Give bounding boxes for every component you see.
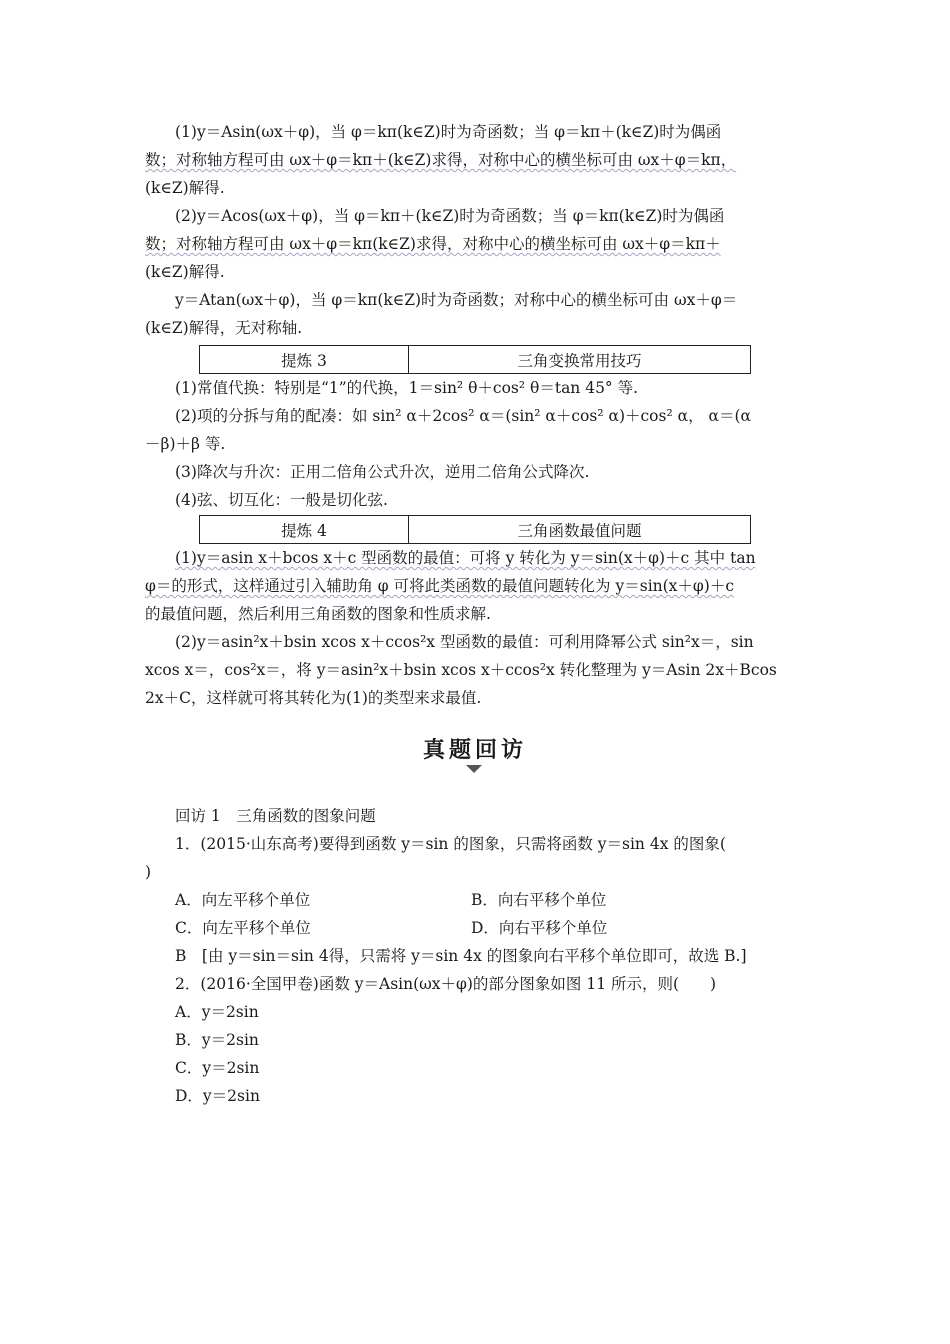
t4-line-6: 2x＋C，这样就可将其转化为(1)的类型来求最值. [145,689,482,707]
p3-line-2: (k∈Z)解得，无对称轴. [145,319,303,337]
refine-4-topic: 三角函数最值问题 [517,521,642,540]
refine-4-table [199,515,751,544]
p2-line-1: (2)y＝Acos(ωx＋φ)，当 φ＝kπ＋(k∈Z)时为奇函数；当 φ＝kπ(k∈Z)时为偶函 [175,207,725,225]
q1-stem-line-1: 1．(2015·山东高考)要得到函数 y＝sin 的图象，只需将函数 y＝sin 4x 的图象( [175,835,726,853]
t4-line-4: (2)y＝asin²x＋bsin xcos x＋ccos²x 型函数的最值：可利用降幂公式 sin²x＝，sin [175,633,754,651]
t4-line-1: (1)y＝asin x＋bcos x＋c 型函数的最值：可将 y 转化为 y＝sin(x＋φ)＋c 其中 tan [175,549,756,567]
q2-option-c: C．y＝2sin [175,1059,260,1077]
t3-line-2: (2)项的分拆与角的配凑：如 sin² α＋2cos² α＝(sin² α＋cos² α)＋cos² α， α＝(α [175,407,751,425]
t3-line-4: (3)降次与升次：正用二倍角公式升次，逆用二倍角公式降次. [175,463,590,481]
q1-answer: B [由 y＝sin＝sin 4得，只需将 y＝sin 4x 的图象向右平移个单位即可，故选 B.] [175,947,747,965]
refine-3-label: 提炼 3 [200,346,409,373]
q1-option-a: A．向左平移个单位 [175,891,311,909]
section-title: 真题回访 [422,738,527,763]
review-heading: 回访 1 三角函数的图象问题 [175,807,376,825]
q1-option-b: B．向右平移个单位 [471,891,607,909]
t4-line-3: 的最值问题，然后利用三角函数的图象和性质求解. [145,605,491,623]
section-title-arrow-icon [466,765,482,773]
q2-stem: 2．(2016·全国甲卷)函数 y＝Asin(ωx＋φ)的部分图象如图 11 所示，则( ) [175,975,717,993]
t3-line-5: (4)弦、切互化：一般是切化弦. [175,491,388,509]
q2-option-a: A．y＝2sin [175,1003,259,1021]
q1-option-c: C．向左平移个单位 [175,919,311,937]
p1-line-2: 数；对称轴方程可由 ωx＋φ＝kπ＋(k∈Z)求得，对称中心的横坐标可由 ωx＋φ＝kπ， [145,151,737,169]
p1-line-3: (k∈Z)解得. [145,179,225,197]
refine-4-label: 提炼 4 [200,516,409,543]
p1-line-1: (1)y＝Asin(ωx＋φ)，当 φ＝kπ(k∈Z)时为奇函数；当 φ＝kπ＋(k∈Z)时为偶函 [175,123,722,141]
q2-option-b: B．y＝2sin [175,1031,259,1049]
q2-option-d: D．y＝2sin [175,1087,260,1105]
q1-stem-line-2: ) [145,863,152,881]
t4-line-5: xcos x＝，cos²x＝，将 y＝asin²x＋bsin xcos x＋ccos²x 转化整理为 y＝Asin 2x＋Bcos [145,661,777,679]
refine-3-table [199,345,751,374]
refine-3-topic: 三角变换常用技巧 [517,351,642,370]
t3-line-3: －β)＋β 等. [145,435,226,453]
p3-line-1: y＝Atan(ωx＋φ)，当 φ＝kπ(k∈Z)时为奇函数；对称中心的横坐标可由 ωx＋φ＝ [175,291,738,309]
t3-line-1: (1)常值代换：特别是“1”的代换，1＝sin² θ＋cos² θ＝tan 45° 等. [175,379,639,397]
p2-line-3: (k∈Z)解得. [145,263,225,281]
t4-line-2: φ＝的形式，这样通过引入辅助角 φ 可将此类函数的最值问题转化为 y＝sin(x＋φ)＋c [145,577,735,595]
p2-line-2: 数；对称轴方程可由 ωx＋φ＝kπ(k∈Z)求得，对称中心的横坐标可由 ωx＋φ＝kπ＋ [145,235,721,253]
q1-option-d: D．向右平移个单位 [471,919,608,937]
